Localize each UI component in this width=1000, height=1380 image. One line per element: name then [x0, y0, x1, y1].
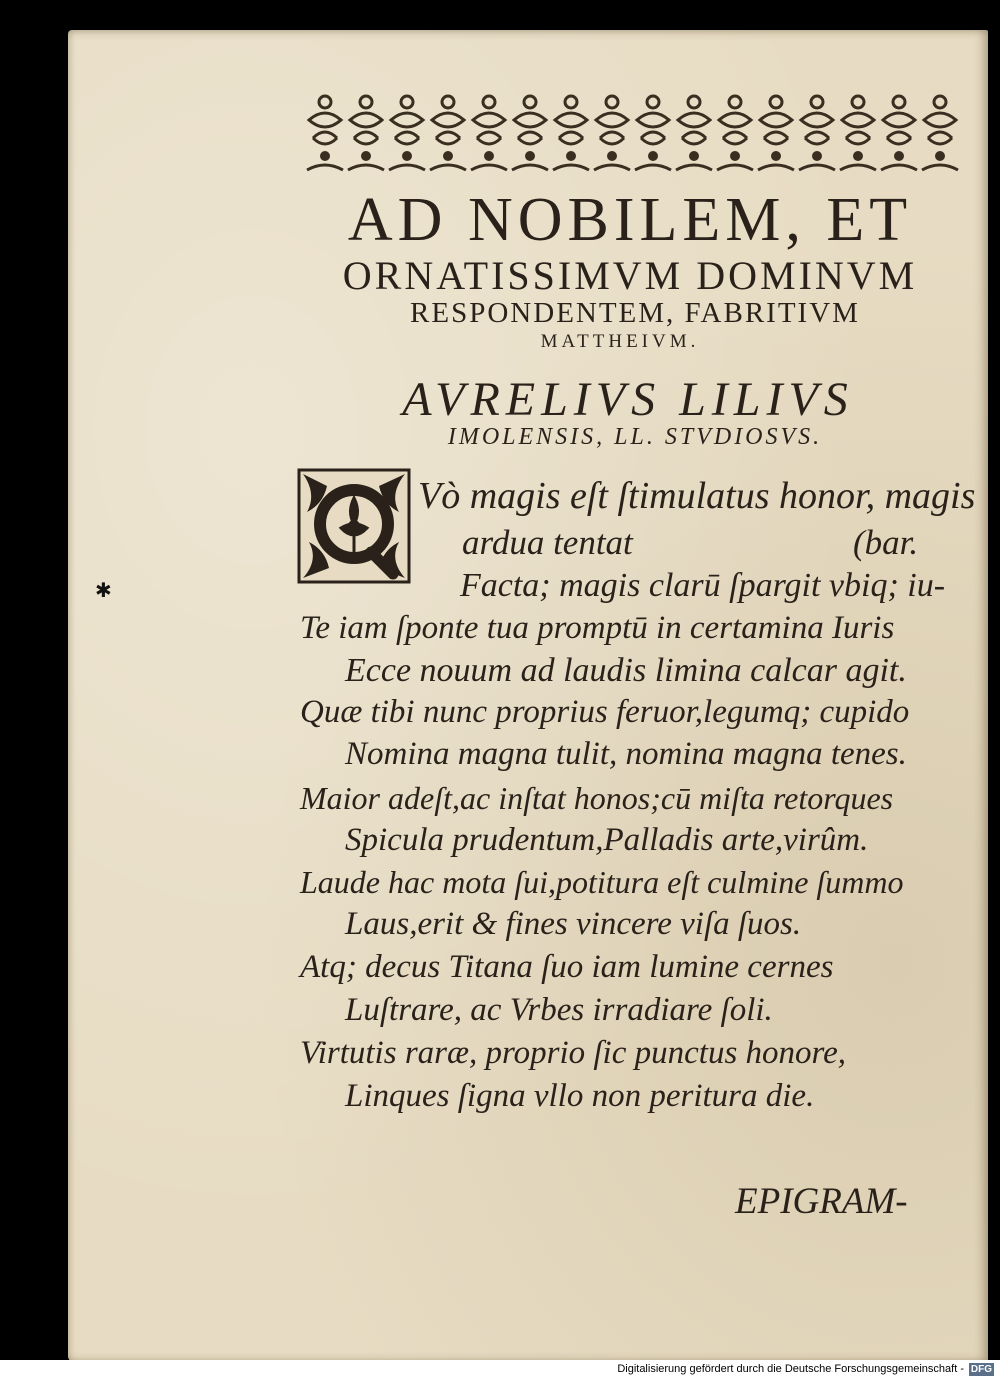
author-name: AVRELIVS LILIVS	[402, 373, 854, 426]
author-subtitle: IMOLENSIS, LL. STVDIOSVS.	[447, 424, 823, 450]
heading-line-2: ORNATISSIMVM DOMINVM	[342, 253, 918, 298]
poem-line-4: Facta; magis clarū ſpargit vbiq; iu-	[460, 567, 946, 604]
poem-line-12: Laus,erit & fines vincere viſa ſuos.	[345, 906, 802, 942]
poem-line-8: Nomina magna tulit, nomina magna tenes.	[345, 736, 907, 772]
poem-line-5: Te iam ſponte tua promptū in certamina Iuris	[300, 610, 895, 646]
poem-line-14: Luſtrare, ac Vrbes irradiare ſoli.	[345, 992, 773, 1028]
catchword: EPIGRAM-	[735, 1181, 908, 1222]
footer-bar	[0, 1360, 1000, 1380]
poem-line-13: Atq; decus Titana ſuo iam lumine cernes	[300, 949, 834, 985]
decorated-initial-q-icon	[297, 468, 411, 584]
poem-line-16: Linques ſigna vllo non peritura die.	[345, 1078, 815, 1114]
poem-line-6: Ecce nouum ad laudis limina calcar agit.	[345, 652, 907, 689]
poem-line-9: Maior adeſt,ac inſtat honos;cū miſta retorques	[300, 780, 894, 816]
poem-line-2: ardua tentat	[462, 523, 633, 562]
poem-line-3: (bar.	[853, 523, 919, 562]
heading-line-3: RESPONDENTEM, FABRITIVM	[410, 297, 860, 329]
heading-line-1: AD NOBILEM, ET	[347, 186, 913, 254]
poem-line-10: Spicula prudentum,Palladis arte,virûm.	[345, 822, 869, 858]
poem-line-1: Vò magis eſt ſtimulatus honor, magis	[418, 475, 976, 517]
headpiece-ornament-icon	[305, 92, 960, 180]
heading-line-4: MATTHEIVM.	[540, 331, 700, 352]
star-mark-icon: ✱	[95, 580, 112, 602]
poem-line-11: Laude hac mota ſui,potitura eſt culmine ſummo	[300, 864, 904, 900]
dfg-logo-icon: DFG	[970, 1364, 992, 1375]
footer-credit: Digitalisierung gefördert durch die Deutsche Forschungsgemeinschaft -	[617, 1363, 964, 1375]
poem-line-7: Quæ tibi nunc proprius feruor,legumq; cupido	[300, 694, 910, 730]
poem-line-15: Virtutis raræ, proprio ſic punctus honore,	[300, 1035, 847, 1071]
